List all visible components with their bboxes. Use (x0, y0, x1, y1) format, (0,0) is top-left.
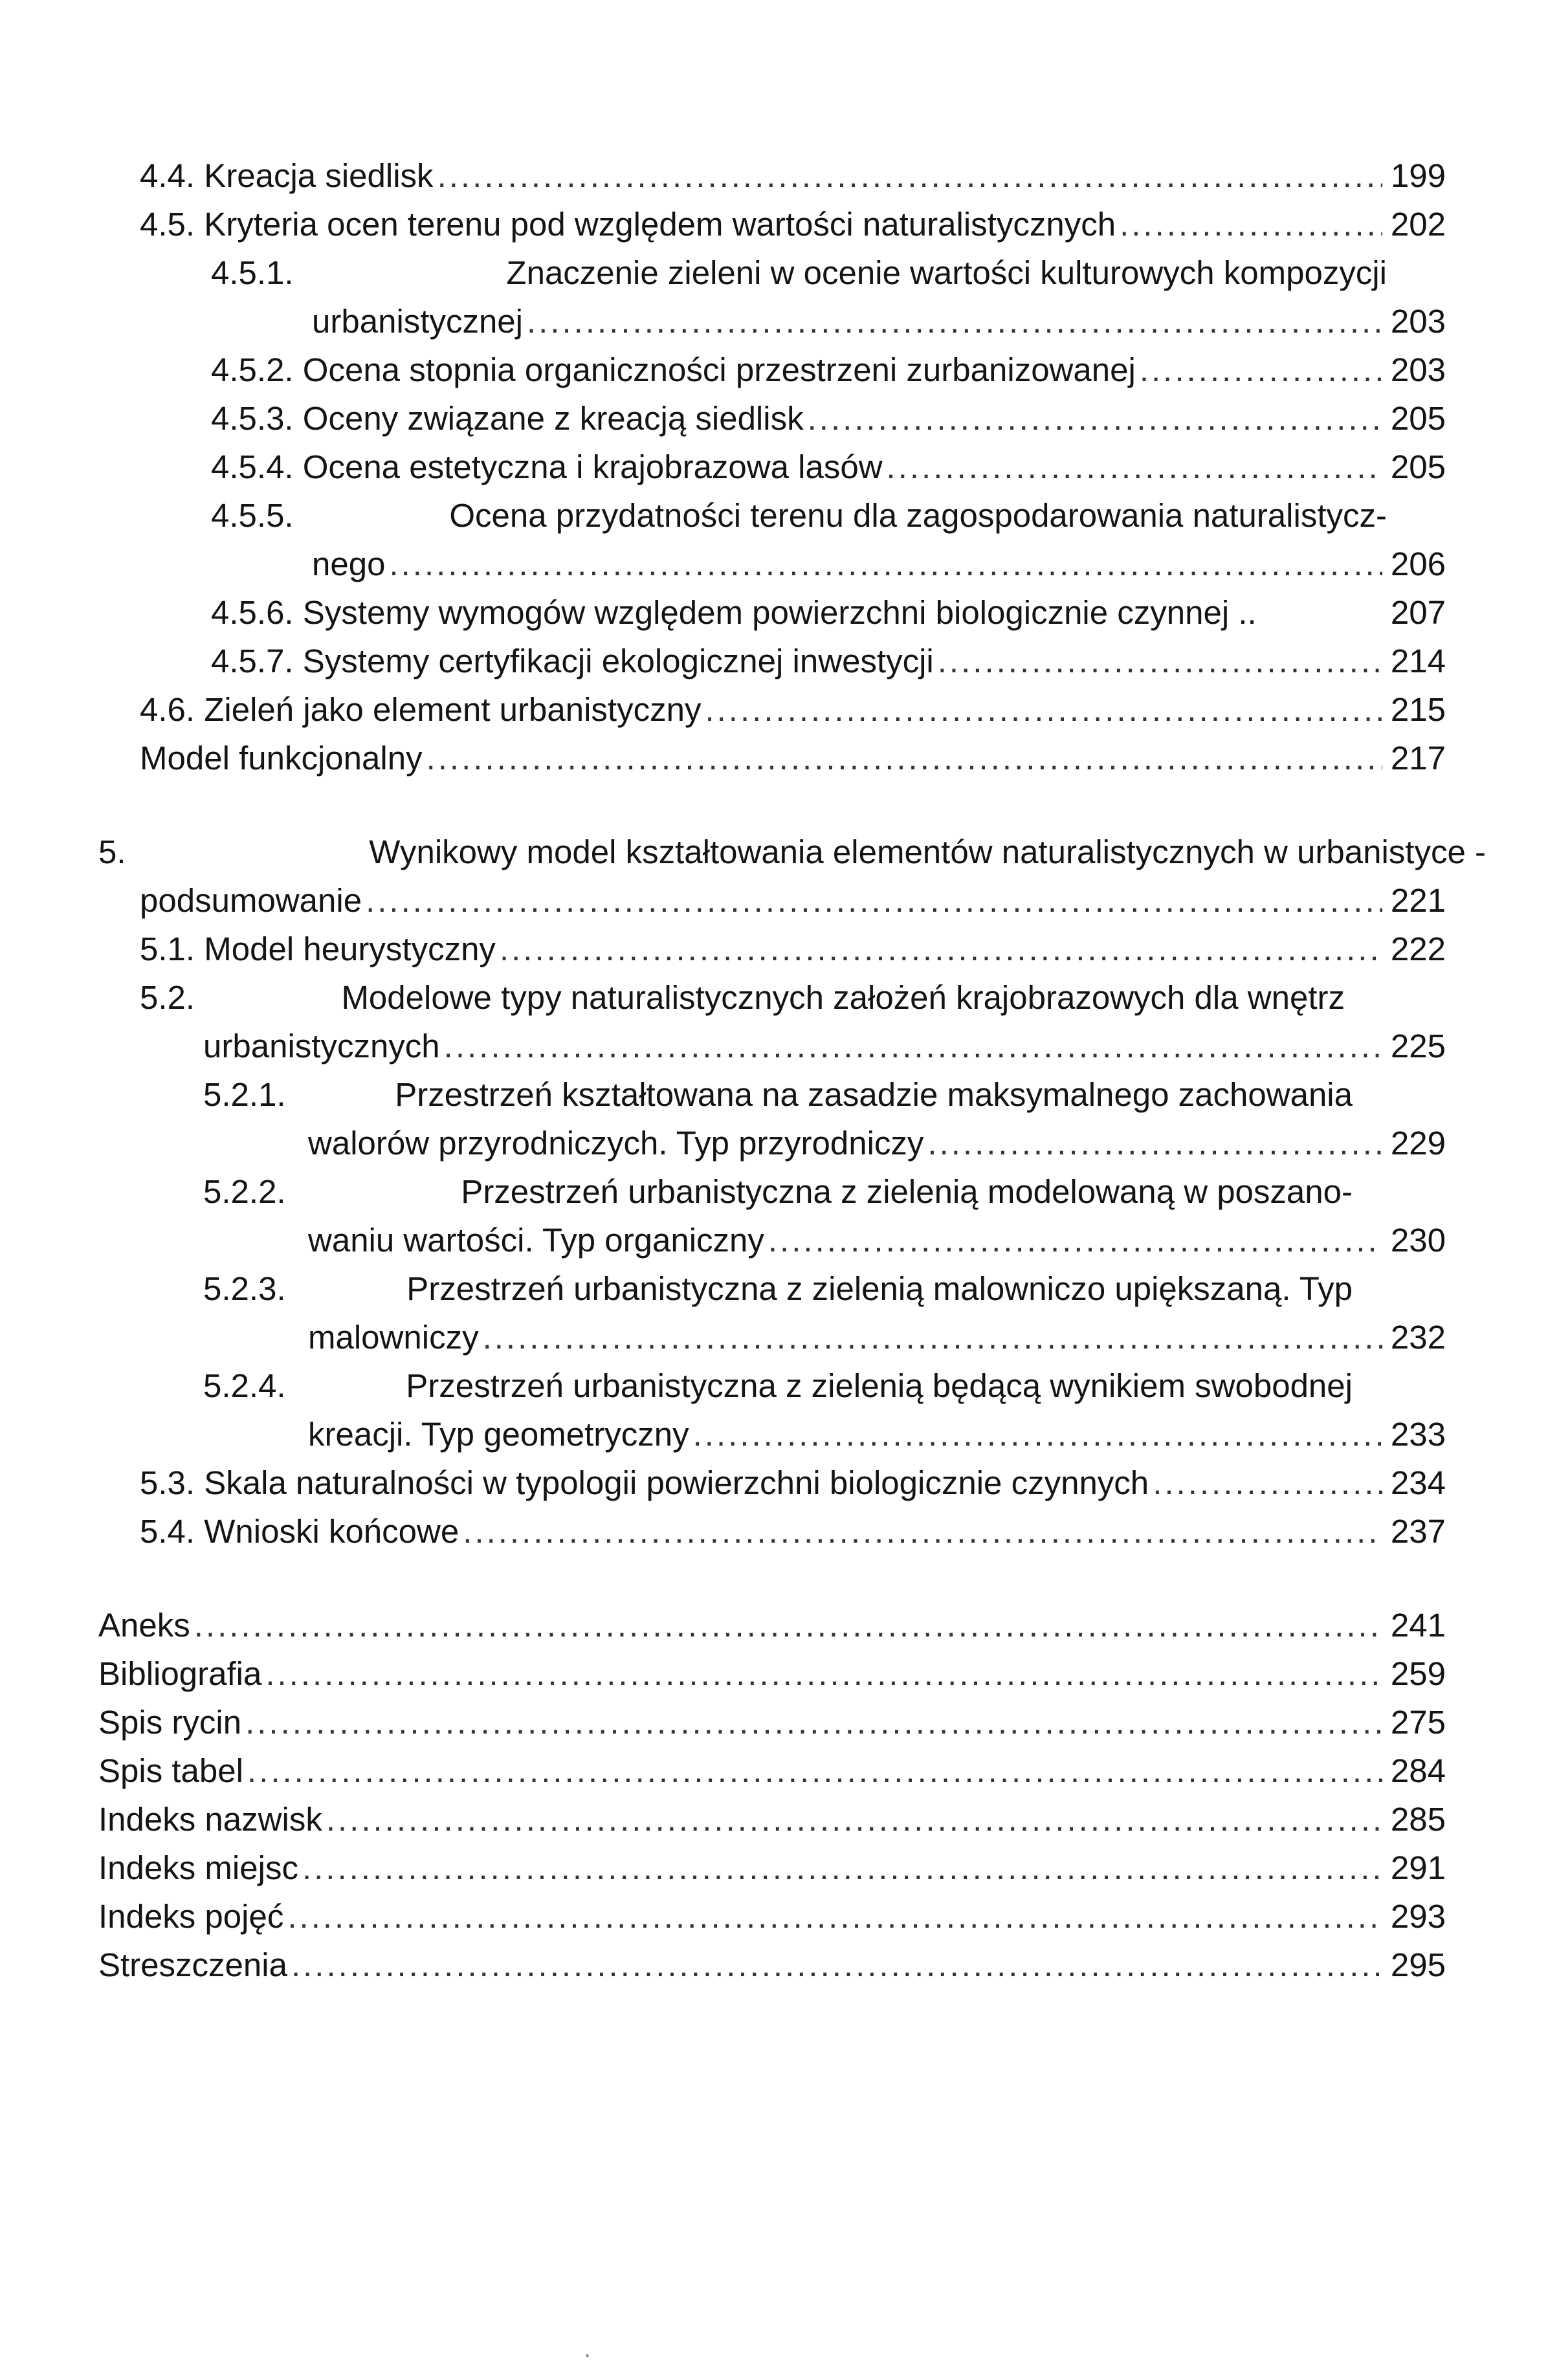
toc-entry-4-5-1[interactable] (312, 302, 1446, 341)
leader-dots (287, 1897, 1382, 1936)
toc-page-number: 203 (1390, 303, 1446, 340)
toc-page-number: 205 (1390, 400, 1446, 437)
toc-entry-spis-tabel[interactable] (98, 1752, 1446, 1791)
toc-entry-title: Indeks miejsc (98, 1849, 298, 1886)
leader-dots (927, 1124, 1382, 1163)
toc-entry-5-2-1[interactable] (308, 1124, 1446, 1163)
toc-page-number: 237 (1390, 1513, 1446, 1550)
toc-entry-4-5-1-line1[interactable] (211, 254, 1387, 292)
toc-entry-5-3[interactable] (140, 1464, 1446, 1503)
toc-entry-4-4[interactable] (140, 157, 1446, 195)
toc-entry-5-2-2-line1[interactable] (203, 1173, 1353, 1211)
toc-entry-4-5-7[interactable] (211, 642, 1446, 681)
leader-dots (265, 1655, 1382, 1693)
toc-entry-title-cont: walorów przyrodniczych. Typ przyrodniczy (308, 1125, 924, 1162)
leader-dots (245, 1703, 1382, 1742)
leader-dots (366, 881, 1382, 920)
toc-entry-5-2[interactable] (203, 1027, 1446, 1066)
toc-entry-5-1[interactable] (140, 930, 1446, 969)
toc-entry-label: 4.5.7. Systemy certyfikacji ekologicznej inwestycji (211, 643, 934, 679)
toc-entry-4-5-5[interactable] (312, 545, 1446, 584)
leader-dots (887, 448, 1382, 487)
leader-dots (326, 1800, 1382, 1839)
toc-entry-spis-rycin[interactable] (98, 1703, 1446, 1742)
toc-page-number: 222 (1390, 931, 1446, 967)
toc-page-number: 217 (1390, 740, 1446, 777)
toc-entry-5-line1[interactable] (98, 833, 1486, 872)
toc-entry-indeks-nazwisk[interactable] (98, 1800, 1446, 1839)
toc-entry-title: Model funkcjonalny (140, 740, 423, 777)
toc-entry-4-5-2[interactable] (211, 351, 1446, 390)
leader-dots (693, 1415, 1382, 1454)
scan-speck (586, 2354, 589, 2357)
leader-dots (768, 1221, 1382, 1260)
toc-entry-5-2-3[interactable] (308, 1318, 1446, 1357)
toc-page-number: 214 (1390, 643, 1446, 679)
toc-entry-4-5-6[interactable] (211, 593, 1446, 632)
toc-entry-number: 5.2.2. (203, 1173, 286, 1210)
toc-entry-title: Spis rycin (98, 1704, 242, 1741)
leader-dots (194, 1606, 1382, 1645)
leader-dots (527, 302, 1382, 341)
toc-entry-5-2-4[interactable] (308, 1415, 1446, 1454)
toc-entry-5-4[interactable] (140, 1512, 1446, 1551)
toc-entry-title-cont: urbanistycznej (312, 303, 523, 340)
toc-entry-title: Streszczenia (98, 1946, 287, 1983)
toc-entry-title: Wynikowy model kształtowania elementów naturalistycznych w urbanistyce - (369, 833, 1486, 870)
toc-page-number: 241 (1390, 1607, 1446, 1644)
toc-entry-title: Modelowe typy naturalistycznych założeń krajobrazowych dla wnętrz (341, 979, 1345, 1016)
toc-entry-title: Przestrzeń urbanistyczna z zielenią będącą wynikiem swobodnej (406, 1367, 1353, 1404)
toc-page-number: 207 (1390, 594, 1446, 631)
toc-entry-number: 5.2.3. (203, 1270, 286, 1307)
toc-entry-5-2-line1[interactable] (140, 978, 1345, 1017)
toc-entry-label: 4.5.2. Ocena stopnia organiczności przestrzeni zurbanizowanej (211, 351, 1136, 388)
toc-page-number: 199 (1390, 157, 1446, 194)
toc-entry-number: 5.2.4. (203, 1367, 286, 1404)
leader-dots (500, 930, 1382, 969)
toc-page-number: 285 (1390, 1801, 1446, 1838)
leader-dots (444, 1027, 1382, 1066)
toc-entry-title: Indeks nazwisk (98, 1801, 322, 1838)
toc-page-number: 206 (1390, 545, 1446, 582)
toc-entry-5-2-3-line1[interactable] (203, 1270, 1353, 1308)
toc-entry-4-5-4[interactable] (211, 448, 1446, 487)
toc-page-number: 293 (1390, 1898, 1446, 1935)
leader-dots (808, 399, 1382, 438)
toc-entry-indeks-pojec[interactable] (98, 1897, 1446, 1936)
toc-entry-title: Indeks pojęć (98, 1898, 284, 1935)
toc-entry-label: 5.1. Model heurystyczny (140, 931, 496, 967)
toc-entry-streszczenia[interactable] (98, 1946, 1446, 1985)
toc-entry-4-5-3[interactable] (211, 399, 1446, 438)
toc-entry-label: 4.5.4. Ocena estetyczna i krajobrazowa lasów (211, 448, 883, 485)
toc-page-number: 202 (1390, 206, 1446, 243)
toc-entry-title: Spis tabel (98, 1752, 243, 1789)
toc-entry-title-cont: urbanistycznych (203, 1028, 440, 1064)
toc-entry-title-cont: waniu wartości. Typ organiczny (308, 1222, 764, 1259)
toc-entry-title: Aneks (98, 1607, 190, 1644)
toc-entry-5-2-4-line1[interactable] (203, 1367, 1353, 1405)
toc-page-number: 275 (1390, 1704, 1446, 1741)
toc-entry-4-6[interactable] (140, 690, 1446, 729)
toc-entry-title: Przestrzeń urbanistyczna z zielenią modelowaną w poszano- (461, 1173, 1353, 1210)
toc-entry-title-cont: nego (312, 545, 386, 582)
leader-dots (247, 1752, 1382, 1791)
toc-page-number: 291 (1390, 1849, 1446, 1886)
toc-entry-5-2-2[interactable] (308, 1221, 1446, 1260)
leader-dots (1140, 351, 1382, 390)
toc-entry-title-cont: malowniczy (308, 1319, 479, 1356)
toc-entry-title-cont: podsumowanie (140, 882, 362, 919)
leader-dots (938, 642, 1382, 681)
toc-entry-number: 5. (98, 833, 126, 870)
toc-entry-5[interactable] (140, 881, 1446, 920)
toc-entry-4-5[interactable] (140, 205, 1446, 244)
toc-page-number: 230 (1390, 1222, 1446, 1259)
toc-entry-title: Znaczenie zieleni w ocenie wartości kulturowych kompozycji (506, 254, 1387, 291)
leader-dots (389, 545, 1382, 584)
leader-dots (302, 1849, 1382, 1888)
toc-page-number: 229 (1390, 1125, 1446, 1162)
toc-page-number: 205 (1390, 448, 1446, 485)
toc-page-number: 232 (1390, 1319, 1446, 1356)
toc-page-number: 295 (1390, 1946, 1446, 1983)
toc-entry-number: 4.5.1. (211, 254, 294, 291)
toc-page-number: 215 (1390, 691, 1446, 728)
toc-entry-title: Bibliografia (98, 1655, 262, 1692)
toc-entry-5-2-1-line1[interactable] (203, 1075, 1353, 1114)
toc-page-number: 284 (1390, 1752, 1446, 1789)
toc-entry-title: Ocena przydatności terenu dla zagospodarowania naturalistycz- (449, 497, 1387, 534)
toc-entry-label: 4.5.6. Systemy wymogów względem powierzchni biologicznie czynnej .. (211, 594, 1257, 631)
toc-entry-title: Przestrzeń urbanistyczna z zielenią malowniczo upiększaną. Typ (406, 1270, 1353, 1307)
leader-dots (1153, 1464, 1382, 1503)
toc-entry-aneks[interactable] (98, 1606, 1446, 1645)
leader-dots (437, 157, 1382, 195)
toc-page-number: 203 (1390, 351, 1446, 388)
toc-page-number: 233 (1390, 1416, 1446, 1453)
toc-entry-bibliografia[interactable] (98, 1655, 1446, 1693)
toc-entry-title: Przestrzeń kształtowana na zasadzie maksymalnego zachowania (395, 1076, 1353, 1113)
leader-dots (483, 1318, 1382, 1357)
toc-page-number: 234 (1390, 1464, 1446, 1501)
leader-dots (705, 690, 1382, 729)
toc-entry-label: 5.4. Wnioski końcowe (140, 1513, 459, 1550)
toc-entry-label: 5.3. Skala naturalności w typologii powierzchni biologicznie czynnych (140, 1464, 1149, 1501)
toc-entry-4-5-5-line1[interactable] (211, 496, 1387, 535)
leader-dots (1120, 205, 1382, 244)
leader-dots (426, 739, 1382, 778)
toc-entry-number: 5.2. (140, 979, 195, 1016)
leader-dots (291, 1946, 1382, 1985)
toc-entry-number: 4.5.5. (211, 497, 294, 534)
toc-page-number: 259 (1390, 1655, 1446, 1692)
toc-entry-label: 4.6. Zieleń jako element urbanistyczny (140, 691, 702, 728)
toc-page-number: 221 (1390, 882, 1446, 919)
leader-dots (463, 1512, 1382, 1551)
toc-entry-indeks-miejsc[interactable] (98, 1849, 1446, 1888)
toc-entry-label: 4.4. Kreacja siedlisk (140, 157, 434, 194)
toc-entry-number: 5.2.1. (203, 1076, 286, 1113)
toc-entry-title-cont: kreacji. Typ geometryczny (308, 1416, 689, 1453)
toc-entry-model-funkcjonalny[interactable] (140, 739, 1446, 778)
toc-entry-label: 4.5.3. Oceny związane z kreacją siedlisk (211, 400, 804, 437)
toc-entry-label: 4.5. Kryteria ocen terenu pod względem wartości naturalistycznych (140, 206, 1116, 243)
toc-page-number: 225 (1390, 1028, 1446, 1064)
